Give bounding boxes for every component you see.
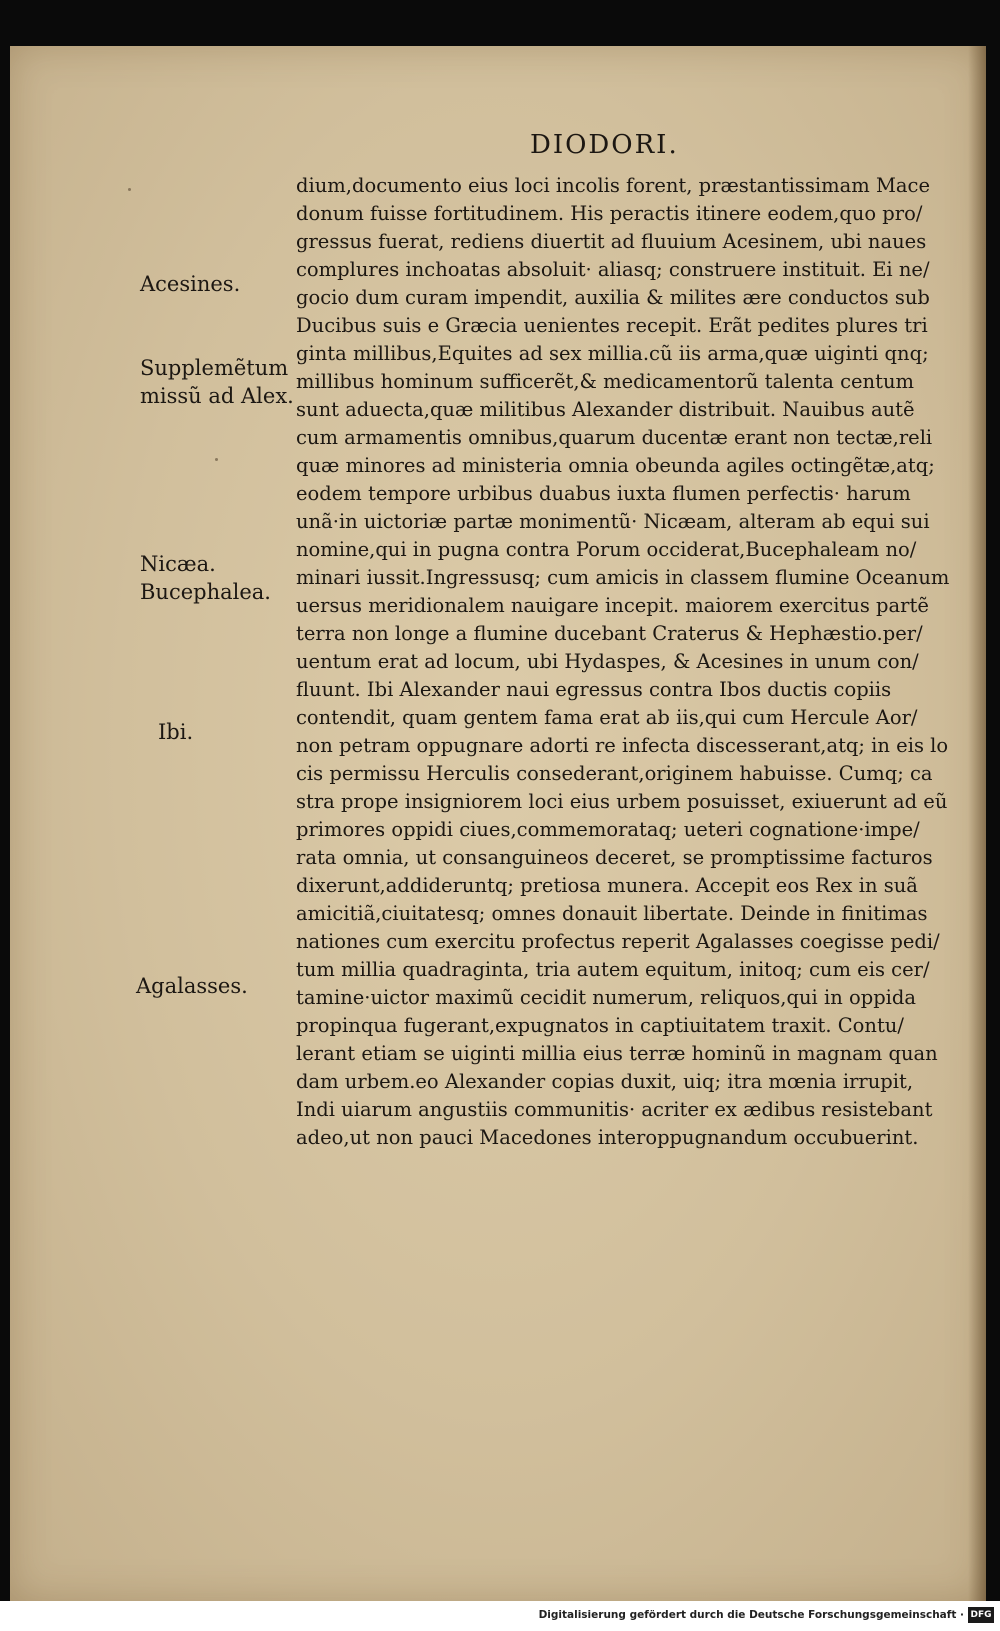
text-line: gressus fuerat, rediens diuertit ad fluuium Acesinem, ubi naues	[296, 230, 927, 253]
margin-note-line: Nicæa.	[140, 552, 216, 576]
text-line: dium,documento eius loci incolis forent, præstantissimam Mace	[296, 174, 930, 197]
text-line: tum millia quadraginta, tria autem equitum, initoq; cum eis cer/	[296, 958, 930, 981]
text-line: non petram oppugnare adorti re infecta discesserant,atq; in eis lo	[296, 734, 949, 757]
text-line: contendit, quam gentem fama erat ab iis,qui cum Hercule Aor/	[296, 706, 918, 729]
text-line: fluunt. Ibi Alexander naui egressus contra Ibos ductis copiis	[296, 678, 892, 701]
text-line: amicitiã,ciuitatesq; omnes donauit libertate. Deinde in finitimas	[296, 902, 928, 925]
margin-note-line: Agalasses.	[136, 974, 248, 998]
text-line: nomine,qui in pugna contra Porum occiderat,Bucephaleam no/	[296, 538, 917, 561]
ink-speck	[215, 458, 218, 461]
text-line: uersus meridionalem nauigare incepit. maiorem exercitus partẽ	[296, 594, 929, 617]
running-header: DIODORI.	[530, 130, 679, 160]
text-line: quæ minores ad ministeria omnia obeunda agiles octingẽtæ,atq;	[296, 454, 935, 477]
text-line: cum armamentis omnibus,quarum ducentæ erant non tectæ,reli	[296, 426, 933, 449]
margin-note-line: Supplemẽtum	[140, 356, 289, 380]
margin-note-acesines	[140, 270, 240, 298]
text-line: sunt aduecta,quæ militibus Alexander distribuit. Nauibus autẽ	[296, 398, 915, 421]
text-line: stra prope insigniorem loci eius urbem posuisset, exiuerunt ad eũ	[296, 790, 948, 813]
page-edge-shadow	[968, 46, 986, 1601]
margin-note-nicaea	[140, 550, 271, 606]
text-line: lerant etiam se uiginti millia eius terræ hominũ in magnam quan	[296, 1042, 938, 1065]
text-line: Indi uiarum angustiis communitis· acriter ex ædibus resistebant	[296, 1098, 933, 1121]
text-line: gocio dum curam impendit, auxilia & milites ære conductos sub	[296, 286, 930, 309]
margin-note-line: Bucephalea.	[140, 580, 271, 604]
text-line: cis permissu Herculis consederant,originem habuisse. Cumq; ca	[296, 762, 933, 785]
text-line: complures inchoatas absoluit· aliasq; construere instituit. Ei ne/	[296, 258, 930, 281]
text-line: Ducibus suis e Græcia uenientes recepit. Erãt pedites plures tri	[296, 314, 928, 337]
text-line: nationes cum exercitu profectus reperit Agalasses coegisse pedi/	[296, 930, 940, 953]
margin-note-line: missũ ad Alex.	[140, 384, 294, 408]
margin-note-line: Ibi.	[158, 720, 194, 744]
text-line: unã·in uictoriæ partæ monimentũ· Nicæam, alteram ab equi sui	[296, 510, 930, 533]
digitization-footer	[0, 1601, 1000, 1631]
text-line: dam urbem.eo Alexander copias duxit, uiq; itra mœnia irrupit,	[296, 1070, 914, 1093]
text-line: dixerunt,addideruntq; pretiosa munera. Accepit eos Rex in suã	[296, 874, 918, 897]
ink-speck	[128, 188, 131, 191]
text-line: terra non longe a flumine ducebant Craterus & Hephæstio.per/	[296, 622, 923, 645]
margin-note-supplementum	[140, 354, 294, 410]
text-line: rata omnia, ut consanguineos deceret, se promptissime facturos	[296, 846, 933, 869]
text-line: tamine·uictor maximũ cecidit numerum, reliquos,qui in oppida	[296, 986, 917, 1009]
text-line: uentum erat ad locum, ubi Hydaspes, & Acesines in unum con/	[296, 650, 919, 673]
dfg-logo: DFG	[968, 1607, 994, 1623]
text-line: adeo,ut non pauci Macedones interoppugnandum occubuerint.	[296, 1126, 919, 1149]
text-line: eodem tempore urbibus duabus iuxta flumen perfectis· harum	[296, 482, 911, 505]
footer-credit: Digitalisierung gefördert durch die Deutsche Forschungsgemeinschaft ·	[538, 1609, 964, 1621]
margin-note-ibi	[158, 718, 193, 746]
margin-note-agalasses	[136, 972, 248, 1000]
text-line: millibus hominum sufficerẽt,& medicamentorũ talenta centum	[296, 370, 914, 393]
text-line: minari iussit.Ingressusq; cum amicis in classem flumine Oceanum	[296, 566, 950, 589]
text-line: ginta millibus,Equites ad sex millia.cũ iis arma,quæ uiginti qnq;	[296, 342, 929, 365]
text-line: donum fuisse fortitudinem. His peractis itinere eodem,quo pro/	[296, 202, 923, 225]
text-line: primores oppidi ciues,commemorataq; ueteri cognatione·impe/	[296, 818, 920, 841]
margin-note-line: Acesines.	[140, 272, 241, 296]
body-text-block	[296, 172, 950, 1152]
text-line: propinqua fugerant,expugnatos in captiuitatem traxit. Contu/	[296, 1014, 904, 1037]
